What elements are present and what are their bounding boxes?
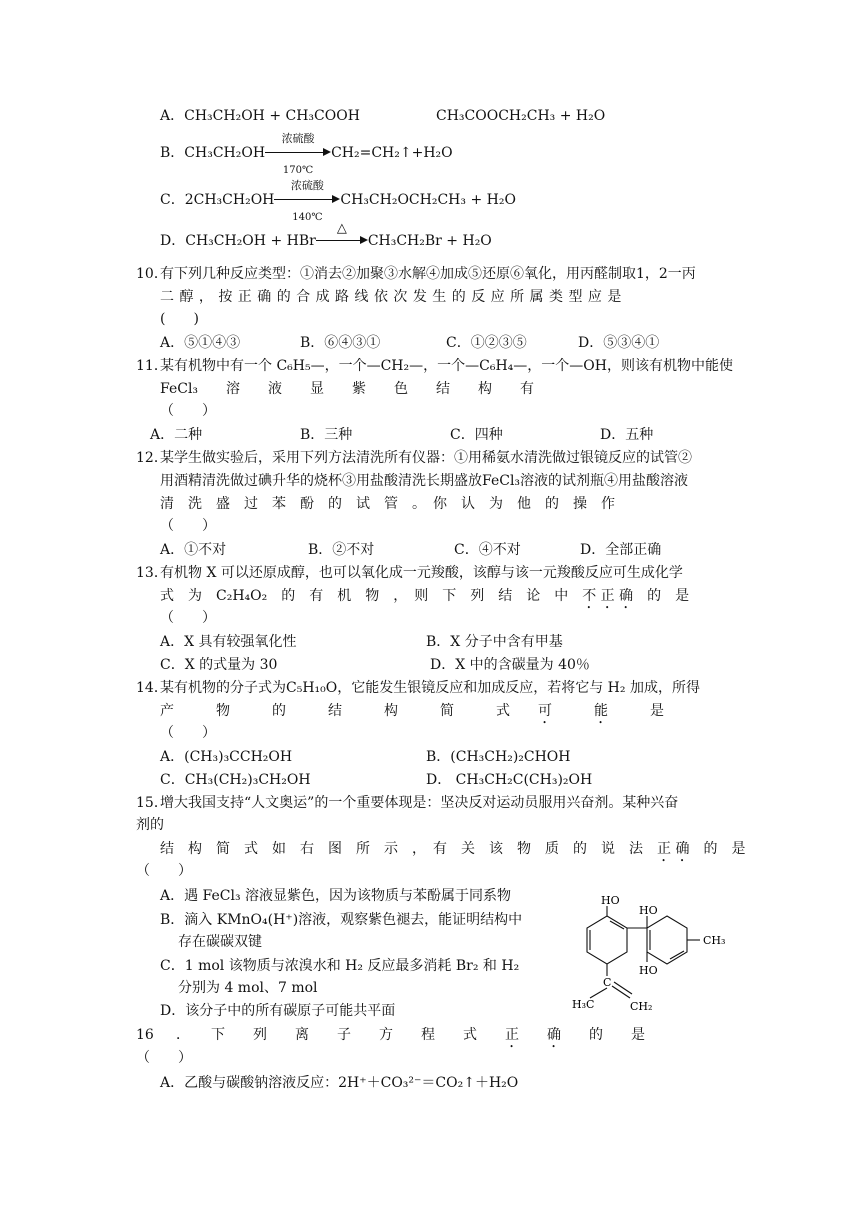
reaction-b-letter: B． [160,145,185,161]
question-number: 11． [136,358,168,374]
question-number: 10． [136,266,168,282]
question-text: 剂的 [136,817,164,833]
question-text-part: 的 是 [703,841,746,857]
option-c: C．1 mol 该物质与浓溴水和 H₂ 反应最多消耗 Br₂ 和 H₂ [160,958,520,974]
question-text-part: 产 物 的 结 构 简 式 [160,703,510,719]
reaction-d-letter: D． [160,233,186,249]
hydroxyl-label: HO [601,894,620,907]
emphasized-text: 正 确 [505,1027,561,1043]
option-a: A．乙酸与碳酸钠溶液反应：2H⁺＋CO₃²⁻＝CO₂↑＋H₂O [160,1075,519,1091]
reaction-a-left: CH₃CH₂OH + CH₃COOH [184,108,360,124]
option-c: C．④不对 [454,542,521,558]
reaction-d-left: CH₃CH₂OH + HBr [185,233,316,249]
answer-paren: （ ） [136,1050,192,1066]
option-c: C．X 的式量为 30 [160,657,278,673]
question-number: 15． [136,795,168,811]
question-number: 12． [136,450,168,466]
option-d: D．全部正确 [580,542,662,558]
question-text: 二 醇 ， 按 正 确 的 合 成 路 线 依 次 发 生 的 反 应 所 属 类 型 应 是 [160,289,622,305]
option-a: A．①不对 [160,542,227,558]
question-number: 16 [136,1027,154,1043]
answer-paren: （ ） [136,863,192,879]
answer-paren: （ ） [160,610,216,626]
arrow-condition-top: △ [336,221,347,236]
option-a: A．⑤①④③ [160,335,241,351]
option-b: B．(CH₃CH₂)₂CHOH [426,749,571,765]
reaction-c-right: CH₃CH₂OCH₂CH₃ + H₂O [340,192,516,208]
option-b: B．⑥④③① [300,335,381,351]
option-d: D． CH₃CH₂C(CH₃)₂OH [426,772,593,788]
question-text: 某学生做实验后，采用下列方法清洗所有仪器：①用稀氨水清洗做过银镜反应的试管② [160,450,692,466]
option-a: A．X 具有较强氧化性 [160,634,297,650]
question-text [160,839,745,865]
option-d: D．⑤③④① [578,335,660,351]
reaction-d-right: CH₃CH₂Br + H₂O [367,233,492,249]
reaction-a-letter: A． [160,108,185,124]
reaction-a [160,106,360,126]
arrow-condition-bottom: 140℃ [292,212,323,223]
question-text-part: 的 是 [589,1027,645,1043]
question-text-part: ． 下 列 离 子 方 程 式 [176,1027,477,1043]
option-a: A．遇 FeCl₃ 溶液显紫色，因为该物质与苯酚属于同系物 [160,888,512,904]
reaction-arrow [274,179,340,223]
option-a: A．(CH₃)₃CCH₂OH [160,749,293,765]
option-b: B．X 分子中含有甲基 [426,634,563,650]
question-text: 用酒精清洗做过碘升华的烧杯③用盐酸清洗长期盛放FeCl₃溶液的试剂瓶④用盐酸溶液 [160,473,689,489]
question-text-part: 的 是 [647,588,690,604]
arrow-condition-bottom: 170℃ [282,165,314,176]
arrow-condition-top: 浓硫酸 [290,179,324,192]
emphasized-text: 可 能 [538,703,608,719]
question-text-part: 式 为 C₂H₄O₂ 的 有 机 物 ， 则 下 列 结 论 中 [160,588,569,604]
emphasized-text: 正 确 [657,841,690,857]
methylene-label: CH₂ [630,1000,653,1013]
reaction-arrow [316,221,368,251]
question-text [176,1025,645,1051]
option-c-cont: 分别为 4 mol、7 mol [178,980,318,996]
methyl-label: H₃C [572,998,595,1011]
question-number: 14． [136,680,168,696]
question-text: 某有机物中有一个 C₆H₅—，一个—CH₂—，一个—C₆H₄—，一个—OH，则该有机物中能使 [160,358,733,374]
carbon-label: C [603,976,612,989]
option-b: B．滴入 KMnO₄(H⁺)溶液，观察紫色褪去，能证明结构中 [160,912,523,928]
reaction-a-right: CH₃COOCH₂CH₃ + H₂O [436,108,606,124]
reaction-c [160,179,516,223]
question-text [160,586,689,612]
molecular-structure [570,880,760,1030]
option-c: C．CH₃(CH₂)₃CH₂OH [160,772,311,788]
question-number: 13． [136,565,168,581]
option-d: D．该分子中的所有碳原子可能共平面 [160,1003,396,1019]
question-text-part: 是 [650,703,664,719]
question-text: 有机物 X 可以还原成醇，也可以氧化成一元羧酸，该醇与该一元羧酸反应可生成化学 [160,565,683,581]
reaction-d [160,221,492,251]
reaction-b-right: CH₂=CH₂↑+H₂O [331,145,453,161]
answer-paren: （ ） [160,518,216,534]
question-text: 清 洗 盛 过 苯 酚 的 试 管 。 你 认 为 他 的 操 作 [160,496,615,512]
reaction-arrow [265,132,331,176]
reaction-c-left: 2CH₃CH₂OH [184,192,275,208]
reaction-b [160,132,453,176]
hydroxyl-label: HO [639,904,658,917]
option-a: A．二种 [150,427,203,443]
answer-paren: （ ） [160,725,216,741]
question-text-part: 结 构 简 式 如 右 图 所 示 ， 有 关 该 物 质 的 说 法 [160,841,643,857]
option-d: D．五种 [600,427,654,443]
question-text: 某有机物的分子式为C₅H₁₀O，它能发生银镜反应和加成反应，若将它与 H₂ 加成，所得 [160,680,700,696]
arrow-condition-top: 浓硫酸 [281,132,315,145]
option-d: D．X 中的含碳量为 40％ [430,657,590,673]
answer-paren: ( ) [160,311,199,327]
answer-paren: （ ） [160,403,216,419]
question-text: 有下列几种反应类型：①消去②加聚③水解④加成⑤还原⑥氧化，用丙醛制取1，2一丙 [160,266,696,282]
option-c: C．①②③⑤ [446,335,527,351]
question-text: FeCl₃ 溶 液 显 紫 色 结 构 有 [160,381,535,397]
reaction-c-letter: C． [160,192,185,208]
option-b-cont: 存在碳碳双键 [178,934,262,950]
hydroxyl-label: HO [639,964,658,977]
question-text [160,701,664,727]
methyl-label: CH₃ [703,934,726,947]
option-b: B．②不对 [308,542,375,558]
reaction-b-left: CH₃CH₂OH [184,145,266,161]
option-b: B．三种 [300,427,353,443]
option-c: C．四种 [450,427,503,443]
emphasized-text: 不 正 确 [582,588,634,604]
question-text: 增大我国支持“人文奥运”的一个重要体现是：坚决反对运动员服用兴奋剂。某种兴奋 [160,795,679,811]
